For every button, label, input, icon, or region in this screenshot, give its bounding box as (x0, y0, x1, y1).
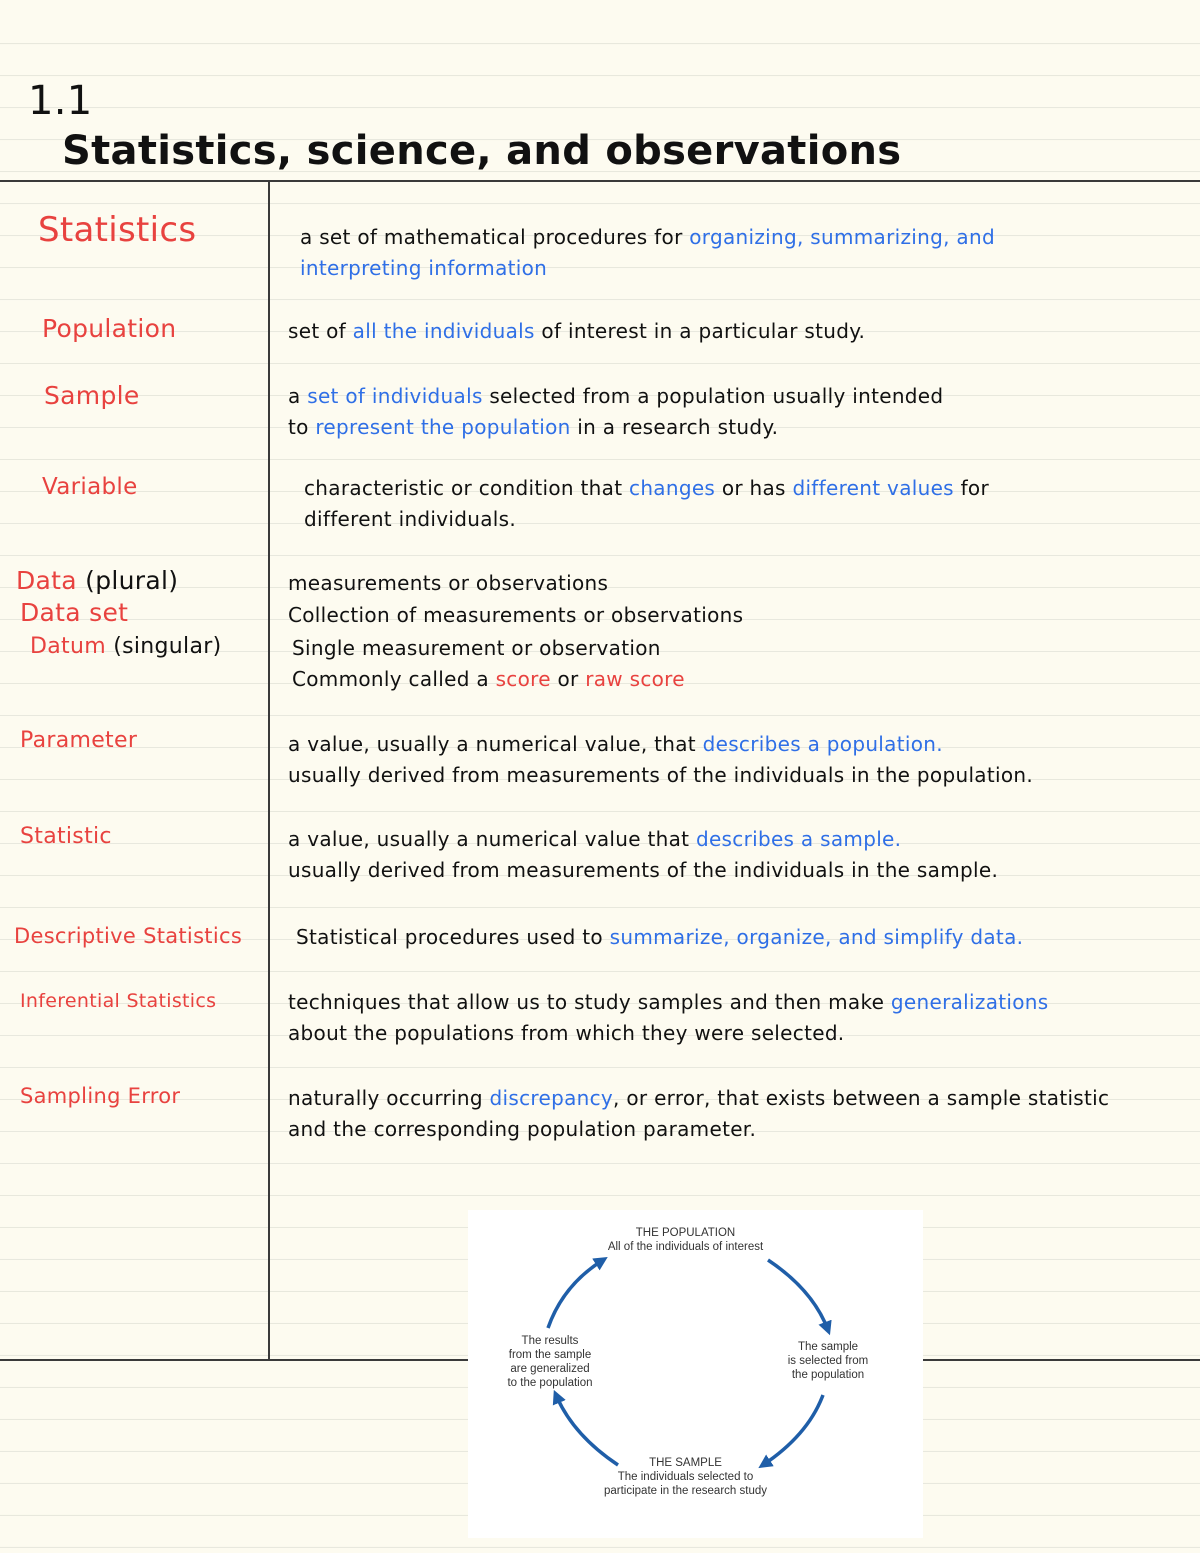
definition-line (288, 381, 1178, 412)
definition-text: about the populations from which they were selected. (288, 1021, 845, 1045)
definition-text: different individuals. (304, 507, 517, 531)
definition-statistic (288, 824, 1178, 886)
highlight-text: represent the population (315, 415, 571, 439)
definition-text: measurements or observations (288, 571, 609, 595)
highlight-text: organizing, summarizing, and (689, 225, 995, 249)
section-number: 1.1 (28, 78, 93, 124)
term-singular-note: (singular) (113, 634, 222, 659)
term-datum-word: Datum (30, 634, 114, 659)
highlight-text: generalizations (890, 990, 1049, 1014)
definition-text: in a research study. (570, 415, 779, 439)
term-parameter: Parameter (20, 728, 138, 753)
definition-text: usually derived from measurements of the individuals in the population. (288, 763, 1034, 787)
definition-data-set (288, 600, 1178, 631)
highlight-text: changes (629, 476, 716, 500)
definition-text: a value, usually a numerical value that (288, 827, 696, 851)
definition-text: a value, usually a numerical value, that (288, 732, 703, 756)
term-data: Data (16, 566, 86, 595)
definition-text: techniques that allow us to study samples and then make (288, 990, 891, 1014)
definition-sampling-error (288, 1083, 1178, 1145)
sample-caption: The individuals selected to participate in the research study (603, 1471, 767, 1497)
page-title: Statistics, science, and observations (62, 128, 902, 174)
highlight-text: summarize, organize, and simplify data. (609, 925, 1024, 949)
definition-line (304, 473, 1194, 504)
term-inferential-statistics: Inferential Statistics (20, 990, 217, 1012)
definition-line (288, 855, 1178, 886)
definition-text: or (550, 667, 586, 691)
arrow-to-generalization (556, 1395, 618, 1465)
definition-text: to (288, 415, 316, 439)
definition-line (304, 504, 1194, 535)
highlight-text: describes a sample. (695, 827, 902, 851)
arrow-to-sample-selection (768, 1260, 828, 1330)
term-data-plural (16, 566, 178, 595)
term-sampling-error: Sampling Error (20, 1084, 181, 1108)
definition-line (288, 568, 1178, 599)
arrow-to-population (548, 1260, 603, 1328)
highlight-text: different values (792, 476, 954, 500)
term-highlight-text: score (495, 667, 551, 691)
definition-line (288, 1083, 1178, 1114)
definition-text: of interest in a particular study. (534, 319, 866, 343)
definition-statistics (300, 222, 1190, 284)
definition-population (288, 316, 1178, 347)
definition-sample (288, 381, 1178, 443)
definition-text: , or error, that exists between a sample statistic (613, 1086, 1110, 1110)
definition-text: naturally occurring (288, 1086, 490, 1110)
research-cycle-diagram (468, 1210, 923, 1538)
term-population: Population (42, 314, 177, 343)
definition-text: or has (715, 476, 793, 500)
definition-text: and the corresponding population parameter. (288, 1117, 757, 1141)
term-plural-note: (plural) (85, 566, 179, 595)
selection-caption: The sample is selected from the population (787, 1341, 869, 1381)
highlight-text: set of individuals (307, 384, 483, 408)
definition-line (288, 987, 1178, 1018)
population-title: THE POPULATION (635, 1227, 736, 1239)
definition-line (288, 1114, 1178, 1145)
definition-line (292, 664, 1182, 695)
definition-text: selected from a population usually intended (482, 384, 944, 408)
term-datum (30, 634, 221, 659)
definition-line (296, 922, 1186, 953)
definition-line (288, 316, 1178, 347)
definition-text: set of (288, 319, 353, 343)
highlight-text: all the individuals (352, 319, 535, 343)
term-descriptive-statistics: Descriptive Statistics (14, 924, 243, 948)
definition-line (288, 600, 1178, 631)
definition-text: Single measurement or observation (292, 636, 661, 660)
definition-variable (304, 473, 1194, 535)
term-statistic: Statistic (20, 824, 112, 849)
definition-parameter (288, 729, 1178, 791)
definition-text: a set of mathematical procedures for (300, 225, 690, 249)
definition-text: a (288, 384, 308, 408)
definition-text: Collection of measurements or observations (288, 603, 744, 627)
definition-text: Commonly called a (292, 667, 496, 691)
definition-text: Statistical procedures used to (296, 925, 610, 949)
definition-datum (292, 633, 1182, 695)
sample-title: THE SAMPLE (649, 1457, 722, 1469)
definition-line (300, 222, 1190, 253)
definition-descriptive-statistics (296, 922, 1186, 953)
definition-inferential-statistics (288, 987, 1178, 1049)
definition-line (292, 633, 1182, 664)
definition-line (288, 824, 1178, 855)
definition-line (300, 253, 1190, 284)
highlight-text: describes a population. (702, 732, 943, 756)
definition-text: usually derived from measurements of the individuals in the sample. (288, 858, 999, 882)
definition-line (288, 729, 1178, 760)
definition-text: characteristic or condition that (304, 476, 630, 500)
term-statistics: Statistics (38, 210, 197, 250)
generalization-caption: The results from the sample are generalized to the population (507, 1335, 593, 1389)
term-data-set: Data set (20, 598, 129, 627)
term-highlight-text: raw score (585, 667, 685, 691)
term-sample: Sample (44, 381, 140, 410)
definition-line (288, 412, 1178, 443)
definition-line (288, 760, 1178, 791)
margin-divider (268, 181, 270, 1361)
highlight-text: interpreting information (300, 256, 548, 280)
arrow-to-sample (763, 1395, 823, 1465)
definition-line (288, 1018, 1178, 1049)
highlight-text: discrepancy (489, 1086, 614, 1110)
header-rule (0, 180, 1200, 182)
definition-data (288, 568, 1178, 599)
definition-text: for (953, 476, 989, 500)
term-variable: Variable (42, 474, 138, 500)
population-caption: All of the individuals of interest (607, 1241, 764, 1253)
